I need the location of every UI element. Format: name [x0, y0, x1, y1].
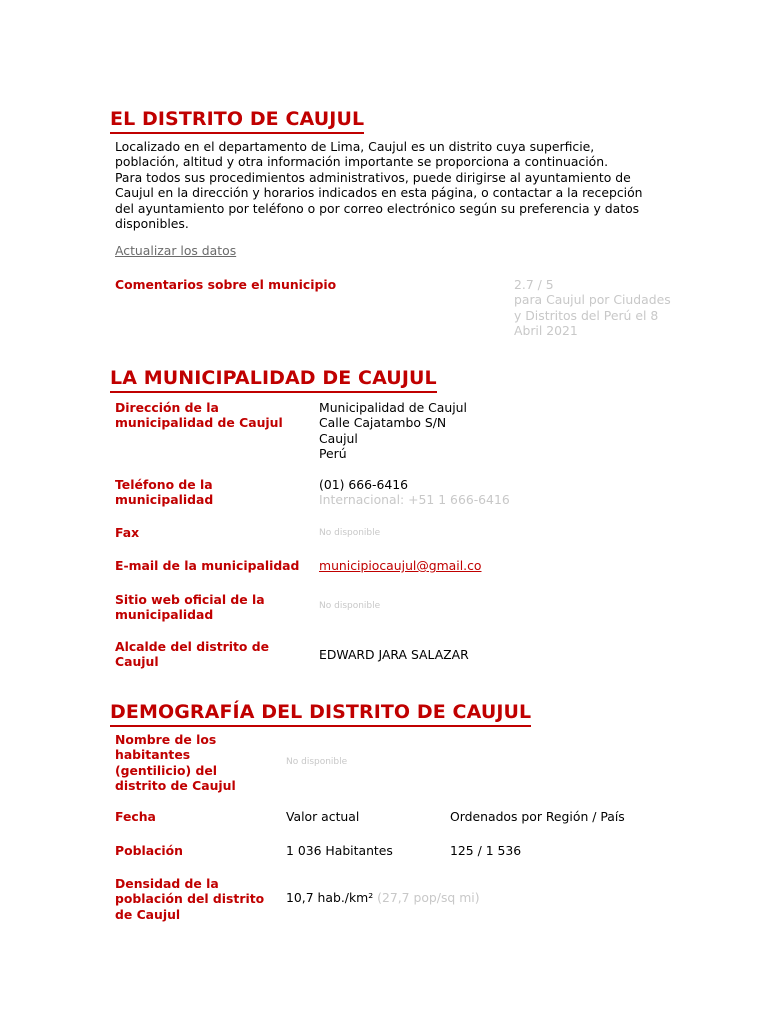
- phone-international: Internacional: +51 1 666-6416: [319, 492, 510, 508]
- intro-line: Para todos sus procedimientos administrativos, puede dirigirse al ayuntamiento de: [115, 169, 631, 185]
- rating-line: Abril 2021: [514, 323, 578, 339]
- section-title-municipality: LA MUNICIPALIDAD DE CAUJUL: [110, 366, 437, 393]
- fax-label: Fax: [115, 525, 140, 540]
- website-label: Sitio web oficial de la municipalidad: [115, 592, 265, 623]
- date-label: Fecha: [115, 809, 156, 824]
- email-link[interactable]: municipiocaujul@gmail.co: [319, 558, 482, 573]
- district-intro: [115, 139, 695, 231]
- mayor-label: Alcalde del distrito de Caujul: [115, 639, 270, 670]
- mayor-value: EDWARD JARA SALAZAR: [319, 647, 469, 662]
- density-value: 10,7 hab./km²: [286, 890, 374, 905]
- email-label: E-mail de la municipalidad: [115, 558, 300, 573]
- density-label: Densidad de la población del distrito de Caujul: [115, 876, 265, 922]
- date-col-current: Valor actual: [286, 809, 360, 824]
- rating-line: para Caujul por Ciudades: [514, 292, 671, 308]
- email-value-wrap: [319, 558, 482, 573]
- update-data-link[interactable]: Actualizar los datos: [115, 243, 237, 258]
- section-title-district: EL DISTRITO DE CAUJUL: [110, 107, 364, 134]
- gentilicio-label: Nombre de los habitantes (gentilicio) del distrito de Caujul: [115, 732, 236, 794]
- intro-line: del ayuntamiento por teléfono o por correo electrónico según su preferencia y datos: [115, 200, 640, 216]
- intro-line: disponibles.: [115, 216, 189, 232]
- intro-line: población, altitud y otra información importante se proporciona a continuación.: [115, 154, 609, 170]
- population-value: 1 036 Habitantes: [286, 843, 393, 858]
- population-label: Población: [115, 843, 183, 858]
- population-rank: 125 / 1 536: [450, 843, 522, 858]
- phone-local: (01) 666-6416: [319, 477, 409, 492]
- website-value: No disponible: [319, 601, 381, 611]
- rating-line: y Distritos del Perú el 8: [514, 307, 659, 323]
- rating-score: 2.7 / 5: [514, 277, 554, 292]
- intro-line: Caujul en la dirección y horarios indicados en esta página, o contactar a la recepción: [115, 185, 643, 201]
- density-alt: (27,7 pop/sq mi): [377, 890, 480, 905]
- phone-label: Teléfono de la municipalidad: [115, 477, 214, 508]
- phone-value: [319, 477, 510, 508]
- address-label: Dirección de la municipalidad de Caujul: [115, 400, 283, 431]
- density-value-wrap: [286, 890, 480, 905]
- section-title-demography: DEMOGRAFÍA DEL DISTRITO DE CAUJUL: [110, 700, 531, 727]
- comments-label[interactable]: Comentarios sobre el municipio: [115, 277, 337, 292]
- intro-line: Localizado en el departamento de Lima, Caujul es un distrito cuya superficie,: [115, 139, 595, 154]
- gentilicio-value: No disponible: [286, 757, 348, 767]
- rating-block: [514, 277, 684, 339]
- date-col-rank: Ordenados por Región / País: [450, 809, 625, 824]
- address-value: Municipalidad de Caujul Calle Cajatambo S/N Caujul Perú: [319, 400, 467, 462]
- fax-value: No disponible: [319, 528, 381, 538]
